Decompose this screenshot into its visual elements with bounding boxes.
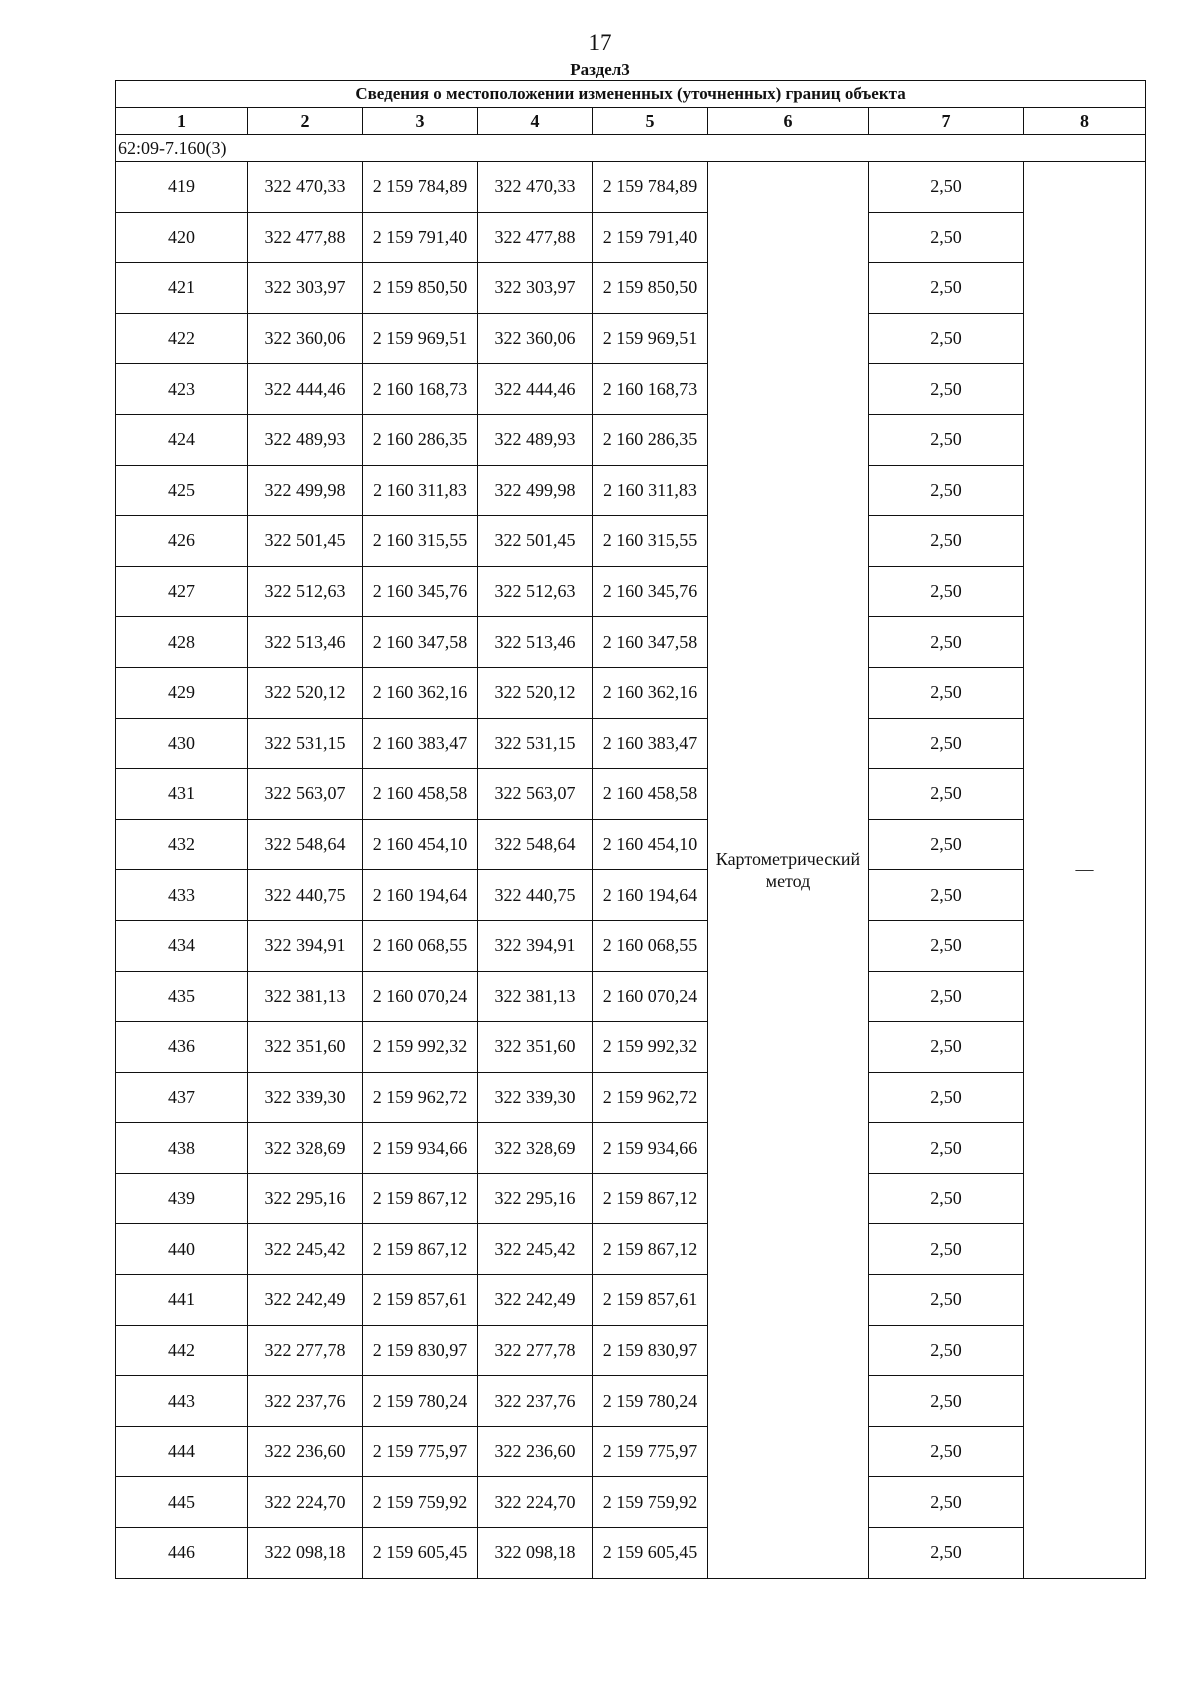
precision-cell: 2,50 xyxy=(869,1275,1024,1326)
x-old-cell: 322 277,78 xyxy=(248,1325,363,1376)
x-new-cell: 322 440,75 xyxy=(478,870,593,921)
x-new-cell: 322 224,70 xyxy=(478,1477,593,1528)
x-new-cell: 322 548,64 xyxy=(478,819,593,870)
table-row xyxy=(116,364,1146,415)
x-new-cell: 322 295,16 xyxy=(478,1173,593,1224)
y-old-cell: 2 159 850,50 xyxy=(363,263,478,314)
point-number-cell: 424 xyxy=(116,414,248,465)
y-old-cell: 2 160 362,16 xyxy=(363,667,478,718)
column-header: 3 xyxy=(363,108,478,135)
point-number-cell: 421 xyxy=(116,263,248,314)
point-number-cell: 419 xyxy=(116,162,248,213)
column-header: 5 xyxy=(593,108,708,135)
x-new-cell: 322 394,91 xyxy=(478,920,593,971)
column-header: 8 xyxy=(1024,108,1146,135)
precision-cell: 2,50 xyxy=(869,1376,1024,1427)
precision-cell: 2,50 xyxy=(869,1477,1024,1528)
x-new-cell: 322 499,98 xyxy=(478,465,593,516)
point-number-cell: 432 xyxy=(116,819,248,870)
note-cell: — xyxy=(1024,162,1146,1579)
point-number-cell: 437 xyxy=(116,1072,248,1123)
y-new-cell: 2 159 850,50 xyxy=(593,263,708,314)
table-row xyxy=(116,667,1146,718)
method-cell: Картометрический метод xyxy=(708,162,869,1579)
table-row xyxy=(116,1022,1146,1073)
table-row xyxy=(116,1072,1146,1123)
x-new-cell: 322 444,46 xyxy=(478,364,593,415)
x-new-cell: 322 489,93 xyxy=(478,414,593,465)
x-new-cell: 322 303,97 xyxy=(478,263,593,314)
table-row xyxy=(116,162,1146,213)
y-new-cell: 2 159 759,92 xyxy=(593,1477,708,1528)
point-number-cell: 426 xyxy=(116,516,248,567)
table-row xyxy=(116,1173,1146,1224)
y-old-cell: 2 160 315,55 xyxy=(363,516,478,567)
x-new-cell: 322 501,45 xyxy=(478,516,593,567)
y-new-cell: 2 159 605,45 xyxy=(593,1528,708,1579)
x-old-cell: 322 339,30 xyxy=(248,1072,363,1123)
table-row xyxy=(116,1477,1146,1528)
x-new-cell: 322 381,13 xyxy=(478,971,593,1022)
y-new-cell: 2 159 780,24 xyxy=(593,1376,708,1427)
table-row xyxy=(116,617,1146,668)
x-old-cell: 322 477,88 xyxy=(248,212,363,263)
precision-cell: 2,50 xyxy=(869,364,1024,415)
table-row xyxy=(116,870,1146,921)
point-number-cell: 443 xyxy=(116,1376,248,1427)
y-old-cell: 2 160 345,76 xyxy=(363,566,478,617)
x-new-cell: 322 470,33 xyxy=(478,162,593,213)
point-number-cell: 440 xyxy=(116,1224,248,1275)
y-new-cell: 2 159 992,32 xyxy=(593,1022,708,1073)
y-new-cell: 2 160 070,24 xyxy=(593,971,708,1022)
precision-cell: 2,50 xyxy=(869,1325,1024,1376)
y-old-cell: 2 159 992,32 xyxy=(363,1022,478,1073)
y-old-cell: 2 160 194,64 xyxy=(363,870,478,921)
table-row xyxy=(116,1275,1146,1326)
y-new-cell: 2 160 315,55 xyxy=(593,516,708,567)
precision-cell: 2,50 xyxy=(869,212,1024,263)
precision-cell: 2,50 xyxy=(869,920,1024,971)
point-number-cell: 442 xyxy=(116,1325,248,1376)
y-new-cell: 2 159 867,12 xyxy=(593,1173,708,1224)
y-old-cell: 2 159 934,66 xyxy=(363,1123,478,1174)
y-new-cell: 2 159 969,51 xyxy=(593,313,708,364)
y-old-cell: 2 159 605,45 xyxy=(363,1528,478,1579)
table-row xyxy=(116,718,1146,769)
y-old-cell: 2 160 070,24 xyxy=(363,971,478,1022)
table-row xyxy=(116,212,1146,263)
x-old-cell: 322 237,76 xyxy=(248,1376,363,1427)
table-row xyxy=(116,1528,1146,1579)
table-row xyxy=(116,1123,1146,1174)
y-new-cell: 2 159 791,40 xyxy=(593,212,708,263)
y-new-cell: 2 160 345,76 xyxy=(593,566,708,617)
column-header: 1 xyxy=(116,108,248,135)
y-new-cell: 2 160 194,64 xyxy=(593,870,708,921)
y-new-cell: 2 160 383,47 xyxy=(593,718,708,769)
precision-cell: 2,50 xyxy=(869,819,1024,870)
point-number-cell: 420 xyxy=(116,212,248,263)
x-old-cell: 322 351,60 xyxy=(248,1022,363,1073)
y-old-cell: 2 159 867,12 xyxy=(363,1224,478,1275)
precision-cell: 2,50 xyxy=(869,516,1024,567)
y-old-cell: 2 159 962,72 xyxy=(363,1072,478,1123)
x-new-cell: 322 531,15 xyxy=(478,718,593,769)
x-old-cell: 322 098,18 xyxy=(248,1528,363,1579)
y-old-cell: 2 160 383,47 xyxy=(363,718,478,769)
x-old-cell: 322 520,12 xyxy=(248,667,363,718)
x-old-cell: 322 381,13 xyxy=(248,971,363,1022)
precision-cell: 2,50 xyxy=(869,162,1024,213)
x-old-cell: 322 295,16 xyxy=(248,1173,363,1224)
point-number-cell: 444 xyxy=(116,1426,248,1477)
table-row xyxy=(116,920,1146,971)
x-old-cell: 322 499,98 xyxy=(248,465,363,516)
x-old-cell: 322 512,63 xyxy=(248,566,363,617)
column-header: 4 xyxy=(478,108,593,135)
x-new-cell: 322 513,46 xyxy=(478,617,593,668)
y-old-cell: 2 160 454,10 xyxy=(363,819,478,870)
precision-cell: 2,50 xyxy=(869,769,1024,820)
table-row xyxy=(116,414,1146,465)
y-old-cell: 2 160 311,83 xyxy=(363,465,478,516)
y-new-cell: 2 160 311,83 xyxy=(593,465,708,516)
precision-cell: 2,50 xyxy=(869,1072,1024,1123)
x-old-cell: 322 242,49 xyxy=(248,1275,363,1326)
x-old-cell: 322 563,07 xyxy=(248,769,363,820)
x-new-cell: 322 351,60 xyxy=(478,1022,593,1073)
y-new-cell: 2 160 362,16 xyxy=(593,667,708,718)
table-row xyxy=(116,313,1146,364)
x-old-cell: 322 489,93 xyxy=(248,414,363,465)
y-old-cell: 2 159 830,97 xyxy=(363,1325,478,1376)
column-header: 6 xyxy=(708,108,869,135)
point-number-cell: 427 xyxy=(116,566,248,617)
table-row xyxy=(116,263,1146,314)
y-old-cell: 2 159 780,24 xyxy=(363,1376,478,1427)
precision-cell: 2,50 xyxy=(869,667,1024,718)
y-new-cell: 2 160 458,58 xyxy=(593,769,708,820)
x-old-cell: 322 245,42 xyxy=(248,1224,363,1275)
precision-cell: 2,50 xyxy=(869,414,1024,465)
precision-cell: 2,50 xyxy=(869,617,1024,668)
x-old-cell: 322 470,33 xyxy=(248,162,363,213)
x-old-cell: 322 548,64 xyxy=(248,819,363,870)
precision-cell: 2,50 xyxy=(869,1426,1024,1477)
column-header: 7 xyxy=(869,108,1024,135)
y-new-cell: 2 160 454,10 xyxy=(593,819,708,870)
table-row xyxy=(116,1325,1146,1376)
x-old-cell: 322 440,75 xyxy=(248,870,363,921)
precision-cell: 2,50 xyxy=(869,1528,1024,1579)
table-row xyxy=(116,465,1146,516)
x-new-cell: 322 242,49 xyxy=(478,1275,593,1326)
precision-cell: 2,50 xyxy=(869,1022,1024,1073)
y-old-cell: 2 159 867,12 xyxy=(363,1173,478,1224)
x-new-cell: 322 277,78 xyxy=(478,1325,593,1376)
precision-cell: 2,50 xyxy=(869,566,1024,617)
precision-cell: 2,50 xyxy=(869,1123,1024,1174)
x-old-cell: 322 531,15 xyxy=(248,718,363,769)
table-row xyxy=(116,819,1146,870)
y-new-cell: 2 159 867,12 xyxy=(593,1224,708,1275)
x-old-cell: 322 224,70 xyxy=(248,1477,363,1528)
x-old-cell: 322 303,97 xyxy=(248,263,363,314)
x-old-cell: 322 501,45 xyxy=(248,516,363,567)
y-old-cell: 2 159 969,51 xyxy=(363,313,478,364)
y-old-cell: 2 160 347,58 xyxy=(363,617,478,668)
section-title: Раздел3 xyxy=(570,60,630,79)
y-new-cell: 2 159 962,72 xyxy=(593,1072,708,1123)
x-new-cell: 322 512,63 xyxy=(478,566,593,617)
y-new-cell: 2 159 934,66 xyxy=(593,1123,708,1174)
point-number-cell: 433 xyxy=(116,870,248,921)
x-new-cell: 322 339,30 xyxy=(478,1072,593,1123)
point-number-cell: 431 xyxy=(116,769,248,820)
y-old-cell: 2 160 286,35 xyxy=(363,414,478,465)
x-old-cell: 322 328,69 xyxy=(248,1123,363,1174)
x-new-cell: 322 098,18 xyxy=(478,1528,593,1579)
point-number-cell: 439 xyxy=(116,1173,248,1224)
y-old-cell: 2 160 168,73 xyxy=(363,364,478,415)
y-new-cell: 2 160 286,35 xyxy=(593,414,708,465)
precision-cell: 2,50 xyxy=(869,718,1024,769)
table-row xyxy=(116,566,1146,617)
point-number-cell: 441 xyxy=(116,1275,248,1326)
y-old-cell: 2 159 775,97 xyxy=(363,1426,478,1477)
y-old-cell: 2 160 458,58 xyxy=(363,769,478,820)
point-number-cell: 438 xyxy=(116,1123,248,1174)
y-new-cell: 2 160 168,73 xyxy=(593,364,708,415)
point-number-cell: 435 xyxy=(116,971,248,1022)
table-row xyxy=(116,769,1146,820)
table-row xyxy=(116,1224,1146,1275)
x-old-cell: 322 513,46 xyxy=(248,617,363,668)
x-new-cell: 322 245,42 xyxy=(478,1224,593,1275)
y-new-cell: 2 159 784,89 xyxy=(593,162,708,213)
object-id: 62:09-7.160(3) xyxy=(116,135,1146,162)
coordinates-table xyxy=(115,80,1146,1579)
page-number: 17 xyxy=(588,30,612,55)
x-new-cell: 322 237,76 xyxy=(478,1376,593,1427)
precision-cell: 2,50 xyxy=(869,263,1024,314)
point-number-cell: 445 xyxy=(116,1477,248,1528)
point-number-cell: 436 xyxy=(116,1022,248,1073)
y-old-cell: 2 159 759,92 xyxy=(363,1477,478,1528)
precision-cell: 2,50 xyxy=(869,465,1024,516)
x-new-cell: 322 236,60 xyxy=(478,1426,593,1477)
precision-cell: 2,50 xyxy=(869,971,1024,1022)
y-new-cell: 2 159 857,61 xyxy=(593,1275,708,1326)
x-new-cell: 322 360,06 xyxy=(478,313,593,364)
table-row xyxy=(116,971,1146,1022)
table-caption: Сведения о местоположении измененных (уточненных) границ объекта xyxy=(116,81,1146,108)
precision-cell: 2,50 xyxy=(869,870,1024,921)
point-number-cell: 429 xyxy=(116,667,248,718)
point-number-cell: 446 xyxy=(116,1528,248,1579)
y-old-cell: 2 159 784,89 xyxy=(363,162,478,213)
point-number-cell: 430 xyxy=(116,718,248,769)
x-new-cell: 322 328,69 xyxy=(478,1123,593,1174)
table-row xyxy=(116,1426,1146,1477)
y-new-cell: 2 160 347,58 xyxy=(593,617,708,668)
x-old-cell: 322 360,06 xyxy=(248,313,363,364)
point-number-cell: 428 xyxy=(116,617,248,668)
column-header: 2 xyxy=(248,108,363,135)
y-new-cell: 2 160 068,55 xyxy=(593,920,708,971)
point-number-cell: 422 xyxy=(116,313,248,364)
x-new-cell: 322 563,07 xyxy=(478,769,593,820)
x-new-cell: 322 520,12 xyxy=(478,667,593,718)
x-new-cell: 322 477,88 xyxy=(478,212,593,263)
x-old-cell: 322 236,60 xyxy=(248,1426,363,1477)
precision-cell: 2,50 xyxy=(869,313,1024,364)
column-header-row xyxy=(116,108,1146,135)
y-old-cell: 2 159 791,40 xyxy=(363,212,478,263)
y-old-cell: 2 159 857,61 xyxy=(363,1275,478,1326)
table-row xyxy=(116,1376,1146,1427)
point-number-cell: 434 xyxy=(116,920,248,971)
point-number-cell: 425 xyxy=(116,465,248,516)
precision-cell: 2,50 xyxy=(869,1224,1024,1275)
y-new-cell: 2 159 830,97 xyxy=(593,1325,708,1376)
precision-cell: 2,50 xyxy=(869,1173,1024,1224)
x-old-cell: 322 444,46 xyxy=(248,364,363,415)
y-old-cell: 2 160 068,55 xyxy=(363,920,478,971)
table-row xyxy=(116,516,1146,567)
y-new-cell: 2 159 775,97 xyxy=(593,1426,708,1477)
point-number-cell: 423 xyxy=(116,364,248,415)
x-old-cell: 322 394,91 xyxy=(248,920,363,971)
